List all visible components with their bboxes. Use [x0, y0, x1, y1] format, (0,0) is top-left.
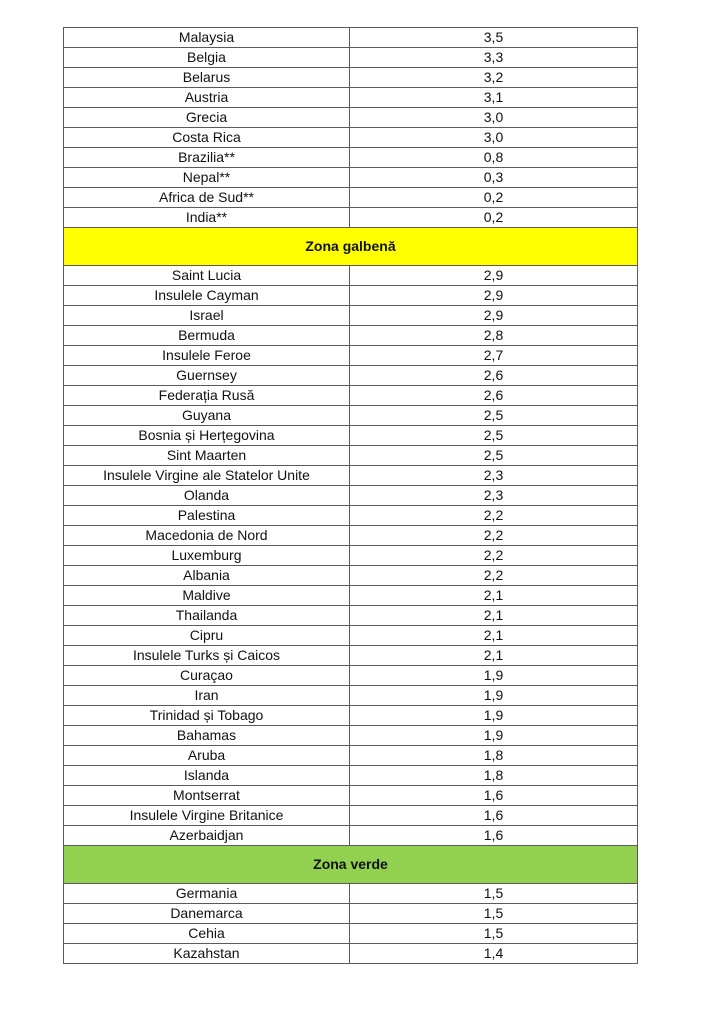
table-row — [64, 88, 638, 108]
country-cell: Bermuda — [64, 326, 350, 346]
table-row — [64, 286, 638, 306]
table-row — [64, 148, 638, 168]
rate-cell: 2,9 — [350, 306, 638, 326]
country-cell: Belarus — [64, 68, 350, 88]
country-cell: Cipru — [64, 626, 350, 646]
rate-cell: 1,6 — [350, 786, 638, 806]
rate-cell: 2,2 — [350, 566, 638, 586]
rate-cell: 2,5 — [350, 426, 638, 446]
table-row — [64, 686, 638, 706]
zone-header-label: Zona galbenă — [64, 228, 638, 266]
rate-cell: 1,9 — [350, 666, 638, 686]
zone-header-label: Zona verde — [64, 846, 638, 884]
rate-cell: 1,8 — [350, 746, 638, 766]
rate-cell: 2,6 — [350, 386, 638, 406]
table-row — [64, 806, 638, 826]
country-cell: Thailanda — [64, 606, 350, 626]
country-cell: Maldive — [64, 586, 350, 606]
rate-cell: 2,1 — [350, 646, 638, 666]
table-row — [64, 666, 638, 686]
table-row — [64, 626, 638, 646]
country-cell: Insulele Feroe — [64, 346, 350, 366]
country-cell: Macedonia de Nord — [64, 526, 350, 546]
zone-header-green — [64, 846, 638, 884]
zone-country-table — [63, 27, 638, 964]
rate-cell: 2,2 — [350, 526, 638, 546]
table-row — [64, 706, 638, 726]
country-cell: Guernsey — [64, 366, 350, 386]
rate-cell: 2,9 — [350, 266, 638, 286]
rate-cell: 1,6 — [350, 806, 638, 826]
rate-cell: 0,3 — [350, 168, 638, 188]
table-row — [64, 646, 638, 666]
country-cell: Belgia — [64, 48, 350, 68]
table-row — [64, 566, 638, 586]
country-cell: Federația Rusă — [64, 386, 350, 406]
rate-cell: 1,9 — [350, 686, 638, 706]
table-row — [64, 108, 638, 128]
table-row — [64, 726, 638, 746]
table-row — [64, 208, 638, 228]
table-row — [64, 128, 638, 148]
rate-cell: 1,6 — [350, 826, 638, 846]
country-cell: Iran — [64, 686, 350, 706]
rate-cell: 2,8 — [350, 326, 638, 346]
country-cell: Insulele Virgine ale Statelor Unite — [64, 466, 350, 486]
country-cell: Luxemburg — [64, 546, 350, 566]
rate-cell: 2,5 — [350, 446, 638, 466]
table-row — [64, 326, 638, 346]
rate-cell: 1,5 — [350, 884, 638, 904]
rate-cell: 0,2 — [350, 208, 638, 228]
country-cell: Costa Rica — [64, 128, 350, 148]
country-cell: Austria — [64, 88, 350, 108]
rate-cell: 3,3 — [350, 48, 638, 68]
rate-cell: 2,2 — [350, 546, 638, 566]
rate-cell: 1,5 — [350, 924, 638, 944]
country-cell: Albania — [64, 566, 350, 586]
table-row — [64, 266, 638, 286]
country-cell: Insulele Cayman — [64, 286, 350, 306]
rate-cell: 3,2 — [350, 68, 638, 88]
rate-cell: 1,9 — [350, 726, 638, 746]
country-cell: Insulele Turks și Caicos — [64, 646, 350, 666]
table-row — [64, 746, 638, 766]
table-row — [64, 168, 638, 188]
rate-cell: 1,5 — [350, 904, 638, 924]
rate-cell: 0,8 — [350, 148, 638, 168]
rate-cell: 2,1 — [350, 606, 638, 626]
country-cell: Olanda — [64, 486, 350, 506]
table-row — [64, 188, 638, 208]
country-cell: Palestina — [64, 506, 350, 526]
table-row — [64, 904, 638, 924]
table-row — [64, 944, 638, 964]
country-cell: Curaçao — [64, 666, 350, 686]
country-cell: Cehia — [64, 924, 350, 944]
country-cell: Malaysia — [64, 28, 350, 48]
country-cell: Bahamas — [64, 726, 350, 746]
table-row — [64, 466, 638, 486]
rate-cell: 1,9 — [350, 706, 638, 726]
rate-cell: 0,2 — [350, 188, 638, 208]
country-cell: Israel — [64, 306, 350, 326]
table-row — [64, 486, 638, 506]
country-cell: Bosnia și Herțegovina — [64, 426, 350, 446]
rate-cell: 2,6 — [350, 366, 638, 386]
table-row — [64, 826, 638, 846]
table-row — [64, 526, 638, 546]
rate-cell: 2,5 — [350, 406, 638, 426]
country-cell: Saint Lucia — [64, 266, 350, 286]
country-cell: Montserrat — [64, 786, 350, 806]
country-cell: Africa de Sud** — [64, 188, 350, 208]
country-cell: Trinidad și Tobago — [64, 706, 350, 726]
table-row — [64, 884, 638, 904]
country-cell: Nepal** — [64, 168, 350, 188]
table-row — [64, 28, 638, 48]
rate-cell: 3,0 — [350, 108, 638, 128]
table-row — [64, 306, 638, 326]
rate-cell: 2,9 — [350, 286, 638, 306]
zone-header-yellow — [64, 228, 638, 266]
rate-cell: 1,4 — [350, 944, 638, 964]
table-row — [64, 606, 638, 626]
table-row — [64, 586, 638, 606]
rate-cell: 2,1 — [350, 626, 638, 646]
table-row — [64, 546, 638, 566]
country-cell: Aruba — [64, 746, 350, 766]
table-row — [64, 786, 638, 806]
rate-cell: 2,7 — [350, 346, 638, 366]
country-cell: Germania — [64, 884, 350, 904]
country-cell: Guyana — [64, 406, 350, 426]
table-row — [64, 766, 638, 786]
table-body — [64, 28, 638, 964]
country-cell: Grecia — [64, 108, 350, 128]
rate-cell: 2,3 — [350, 486, 638, 506]
table-row — [64, 68, 638, 88]
rate-cell: 3,0 — [350, 128, 638, 148]
table-row — [64, 48, 638, 68]
table-row — [64, 506, 638, 526]
rate-cell: 2,3 — [350, 466, 638, 486]
country-cell: Azerbaidjan — [64, 826, 350, 846]
rate-cell: 2,2 — [350, 506, 638, 526]
table-row — [64, 386, 638, 406]
country-cell: India** — [64, 208, 350, 228]
country-cell: Islanda — [64, 766, 350, 786]
table-row — [64, 346, 638, 366]
country-cell: Kazahstan — [64, 944, 350, 964]
table-row — [64, 924, 638, 944]
rate-cell: 3,1 — [350, 88, 638, 108]
rate-cell: 2,1 — [350, 586, 638, 606]
table-row — [64, 366, 638, 386]
table-row — [64, 406, 638, 426]
rate-cell: 1,8 — [350, 766, 638, 786]
table-row — [64, 426, 638, 446]
country-cell: Insulele Virgine Britanice — [64, 806, 350, 826]
table-row — [64, 446, 638, 466]
country-cell: Brazilia** — [64, 148, 350, 168]
country-cell: Sint Maarten — [64, 446, 350, 466]
country-cell: Danemarca — [64, 904, 350, 924]
rate-cell: 3,5 — [350, 28, 638, 48]
